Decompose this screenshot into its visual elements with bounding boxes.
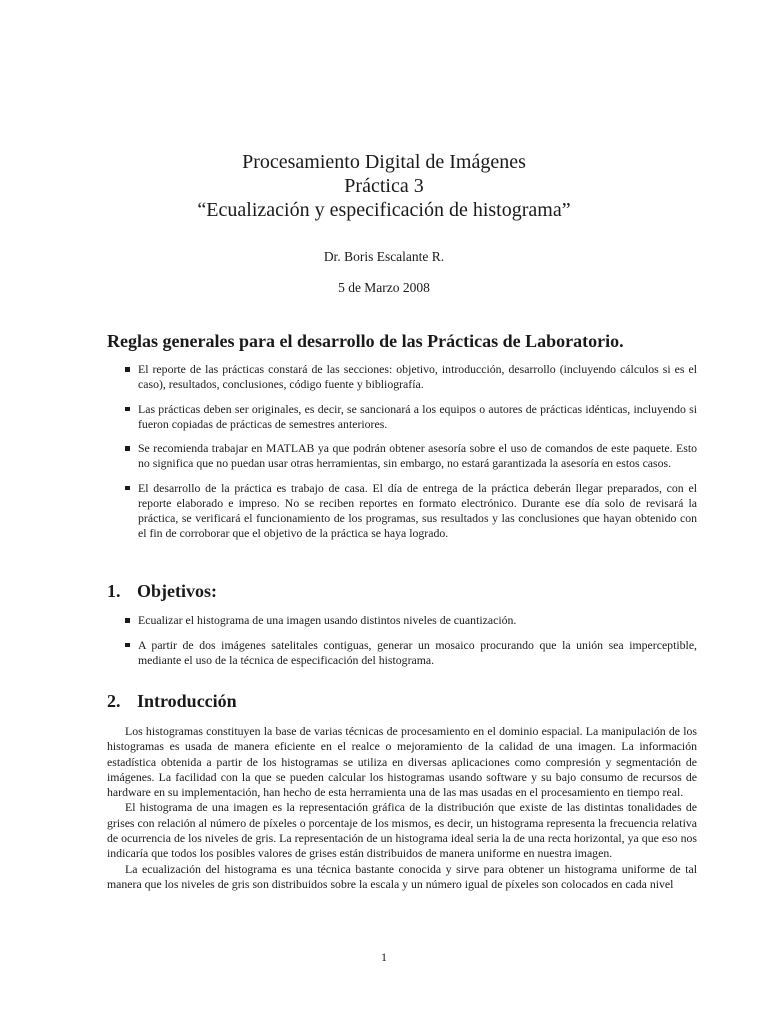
list-item <box>125 362 697 392</box>
bullet-icon <box>125 618 130 623</box>
list-item <box>125 481 697 541</box>
date: 5 de Marzo 2008 <box>338 280 430 295</box>
list-item-text: El desarrollo de la práctica es trabajo de casa. El día de entrega de la práctica deberán llegar preparados, con el reporte elaborado e impreso. No se reciben reportes en formato electrónico. Durante ese día solo de revisará la práctica, se verificará el funcionamiento de los programas, sus resultados y las conclusiones que hayan obtenido con el fin de corroborar que el objetivo de la práctica se haya logrado. <box>138 480 697 540</box>
list-item-text: Ecualizar el histograma de una imagen usando distintos niveles de cuantización. <box>138 613 517 627</box>
author: Dr. Boris Escalante R. <box>323 249 445 264</box>
section-title: Introducción <box>137 691 237 711</box>
section-title: Objetivos: <box>137 581 217 601</box>
bullet-icon <box>125 367 130 372</box>
objectives-list <box>125 613 697 677</box>
rules-list <box>125 362 697 550</box>
document-title <box>0 150 768 222</box>
bullet-icon <box>125 486 130 491</box>
introduction-body <box>107 724 697 892</box>
bullet-icon <box>125 407 130 412</box>
title-line-topic: “Ecualización y especificación de histograma” <box>197 199 571 221</box>
list-item <box>125 638 697 668</box>
introduction-heading <box>107 690 237 712</box>
title-line-practice: Práctica 3 <box>344 175 424 197</box>
section-number: 1. <box>107 581 121 601</box>
bullet-icon <box>125 446 130 451</box>
list-item-text: El reporte de las prácticas constará de las secciones: objetivo, introducción, desarrollo (incluyendo cálculos si es el caso), resultados, conclusiones, código fuente y bibliografía. <box>138 362 697 391</box>
list-item <box>125 441 697 471</box>
list-item-text: Las prácticas deben ser originales, es decir, se sancionará a los equipos o autores de prácticas idénticas, incluyendo si fueron copiadas de prácticas de semestres anteriores. <box>138 401 697 431</box>
rules-heading: Reglas generales para el desarrollo de las Prácticas de Laboratorio. <box>107 331 624 351</box>
list-item <box>125 613 697 628</box>
page-number: 1 <box>381 950 387 964</box>
list-item-text: A partir de dos imágenes satelitales contiguas, generar un mosaico procurando que la unión sea imperceptible, mediante el uso de la técnica de especificación del histograma. <box>138 637 697 667</box>
paragraph: Los histogramas constituyen la base de varias técnicas de procesamiento en el dominio espacial. La manipulación de los histogramas es usada de manera eficiente en el realce o mejoramiento de la calidad de una imagen. La información estadística obtenida a partir de los histogramas se utiliza en diversas aplicaciones como compresión y segmentación de imágenes. La facilidad con la que se pueden calcular los histogramas usando software y su bajo consumo de recursos de hardware en su implementación, han hecho de esta herramienta una de las mas usadas en el procesamiento en tiempo real. <box>107 724 697 800</box>
section-number: 2. <box>107 691 121 711</box>
paragraph: El histograma de una imagen es la representación gráfica de la distribución que existe de las distintas tonalidades de grises con relación al número de píxeles o porcentaje de los mismos, es decir, un histograma representa la frecuencia relativa de ocurrencia de los niveles de gris. La representación de un histograma ideal seria la de una recta horizontal, ya que eso nos indicaría que todos los posibles valores de grises están distribuidos de manera uniforme en nuestra imagen. <box>107 800 697 861</box>
paragraph: La ecualización del histograma es una técnica bastante conocida y sirve para obtener un histograma uniforme de tal manera que los niveles de gris son distribuidos sobre la escala y un número igual de píxeles son colocados en cada nivel <box>107 861 697 891</box>
list-item <box>125 402 697 432</box>
bullet-icon <box>125 643 130 648</box>
list-item-text: Se recomienda trabajar en MATLAB ya que podrán obtener asesoría sobre el uso de comandos de este paquete. Esto no significa que no puedan usar otras herramientas, sin embargo, no estará garantizada la asesoría en estos casos. <box>138 441 697 470</box>
objectives-heading <box>107 580 217 602</box>
title-line-course: Procesamiento Digital de Imágenes <box>242 151 526 173</box>
